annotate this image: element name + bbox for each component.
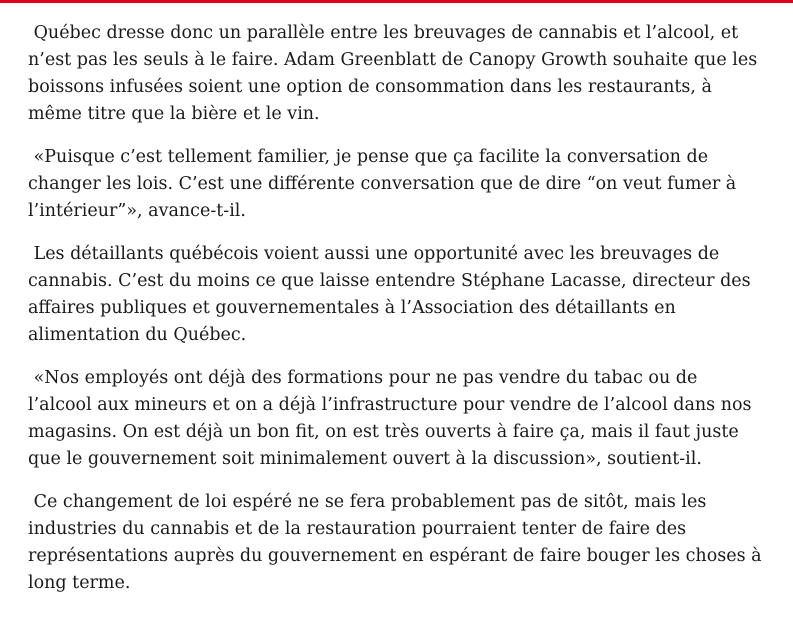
- article-paragraph-2: «Puisque c’est tellement familier, je pense que ça facilite la conversation de changer les lois. C’est une différente conversation que de dire “on veut fumer à l’intérieur”», avance-t-il.: [28, 147, 742, 221]
- article-paragraph-3: Les détaillants québécois voient aussi une opportunité avec les breuvages de cannabis. C’est du moins ce que laisse entendre Stéphane Lacasse, directeur des affaires publiques et gouvernementales à l’Association des détaillants en alimentation du Québec.: [28, 244, 757, 345]
- article-paragraph-4: «Nos employés ont déjà des formations pour ne pas vendre du tabac ou de l’alcool aux mineurs et on a déjà l’infrastructure pour vendre de l’alcool dans nos magasins. On est déjà un bon fit, on est très ouverts à faire ça, mais il faut juste que le gouvernement soit minimalement ouvert à la discussion», soutient-il.: [28, 368, 758, 469]
- top-accent-rule: [0, 0, 793, 3]
- article-paragraph-1: Québec dresse donc un parallèle entre les breuvages de cannabis et l’alcool, et n’est pas les seuls à le faire. Adam Greenblatt de Canopy Growth souhaite que les boissons infusées soient une option de consommation dans les restaurants, à même titre que la bière et le vin.: [28, 23, 763, 124]
- article-body: [28, 20, 768, 613]
- article-paragraph-5: Ce changement de loi espéré ne se fera probablement pas de sitôt, mais les industries du cannabis et de la restauration pourraient tenter de faire des représentations auprès du gouvernement en espérant de faire bouger les choses à long terme.: [28, 492, 768, 593]
